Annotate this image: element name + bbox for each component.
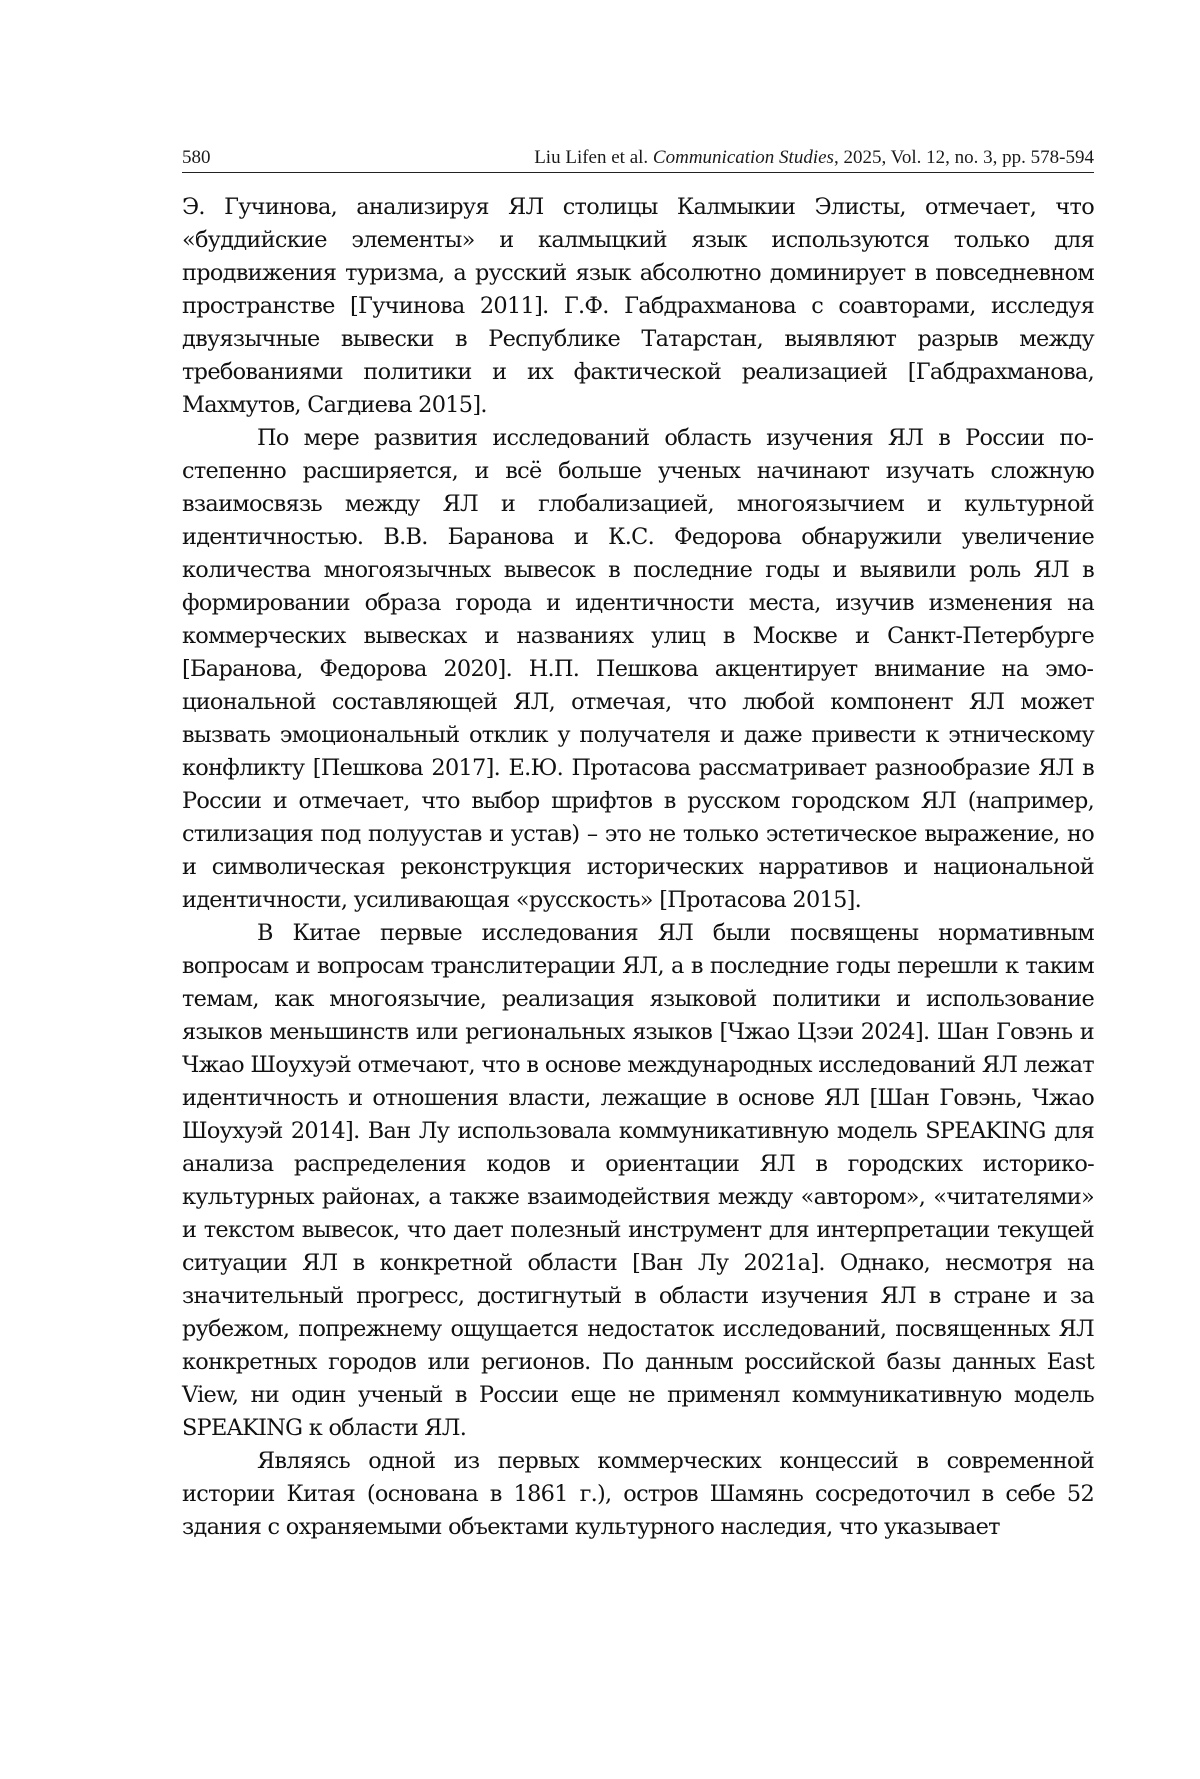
page-number: 580: [182, 147, 211, 168]
paragraph-1: Э. Гучинова, анализируя ЯЛ столицы Калмыкии Элисты, отмечает, что «буддийские элементы» и калмыцкий язык используются только для продвижения туризма, а русский язык абсолютно доминирует в повседневном пространстве [Гучинова 2011]. Г.Ф. Габдрахманова с соавторами, исследуя двуязычные вывески в Республике Татарстан, выявляют разрыв между требованиями политики и их фактической реализацией [Габдрахманова, Махмутов, Сагдиева 2015].: [182, 194, 1094, 418]
citation-volume-pages: , 2025, Vol. 12, no. 3, pp. 578-594: [833, 147, 1094, 168]
paragraph-4: Являясь одной из первых коммерческих концессий в современной истории Китая (основана в 1861 г.), остров Шамянь сосредоточил в себе 52 здания с охраняемыми объектами культурного наследия, что указывает: [182, 1448, 1094, 1540]
paragraph-2: По мере развития исследований область изучения ЯЛ в России постепенно расширяется, и всё больше ученых начинают изучать сложную взаимосвязь между ЯЛ и глобализацией, многоязычием и культурной идентичностью. В.В. Баранова и К.С. Федорова обнаружили увеличение количества многоязычных вывесок в последние годы и выявили роль ЯЛ в формировании образа города и идентичности места, изучив изменения на коммерческих вывесках и названиях улиц в Москве и Санкт-Петербурге [Баранова, Федорова 2020]. Н.П. Пешкова акцентирует внимание на эмоциональной составляющей ЯЛ, отмечая, что любой компонент ЯЛ может вызвать эмоциональный отклик у получателя и даже привести к этническому конфликту [Пешкова 2017]. Е.Ю. Протасова рассматривает разнообразие ЯЛ в России и отмечает, что выбор шрифтов в русском городском ЯЛ (например, стилизация под полуустав и устав) – это не только эстетическое выражение, но и символическая реконструкция исторических нарративов и национальной идентичности, усиливающая «русскость» [Протасова 2015].: [182, 425, 1094, 913]
article-body: [182, 191, 1094, 1544]
header-citation: [534, 146, 1094, 170]
journal-title: Communication Studies: [652, 147, 834, 168]
running-header: [182, 146, 1094, 173]
paragraph-3: В Китае первые исследования ЯЛ были посвящены нормативным вопросам и вопросам транслитерации ЯЛ, а в последние годы перешли к таким темам, как многоязычие, реализация языковой политики и использование языков меньшинств или региональных языков [Чжао Цзэи 2024]. Шан Говэнь и Чжао Шоухуэй отмечают, что в основе международных исследований ЯЛ лежат идентичность и отношения власти, лежащие в основе ЯЛ [Шан Говэнь, Чжао Шоухуэй 2014]. Ван Лу использовала коммуникативную модель SPEAKING для анализа распределения кодов и ориентации ЯЛ в городских историко-культурных районах, а также взаимодействия между «автором», «читателями» и текстом вывесок, что дает полезный инструмент для интерпретации текущей ситуации ЯЛ в конкретной области [Ван Лу 2021a]. Однако, несмотря на значительный прогресс, достигнутый в области изучения ЯЛ в стране и за рубежом, попрежнему ощущается недостаток исследований, посвященных ЯЛ конкретных городов или регионов. По данным российской базы данных East View, ни один ученый в России еще не применял коммуникативную модель SPEAKING к области ЯЛ.: [182, 920, 1094, 1441]
citation-authors: Liu Lifen et al.: [534, 147, 653, 168]
